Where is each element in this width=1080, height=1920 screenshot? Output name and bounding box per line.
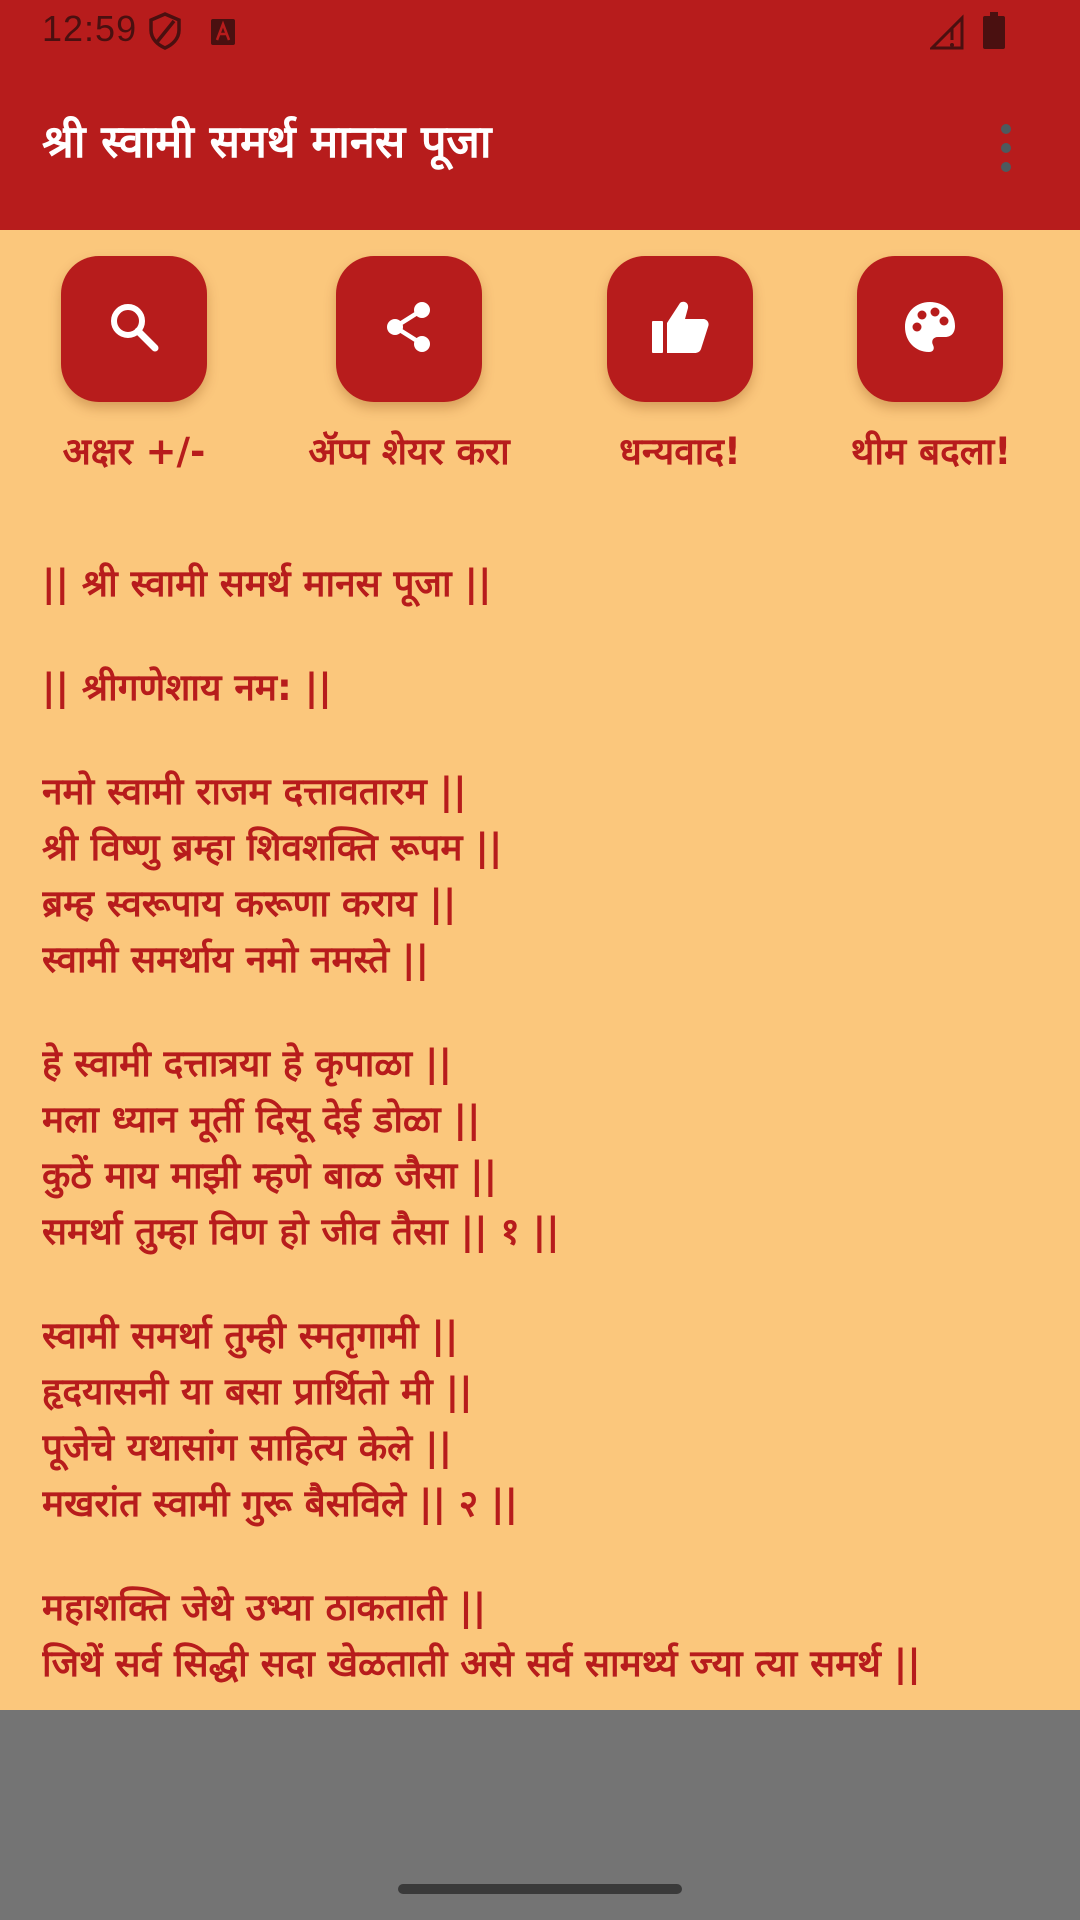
more-vert-icon[interactable] (980, 120, 1032, 176)
shield-icon (148, 12, 182, 54)
stanza-title (42, 556, 1042, 612)
text-line: जिथें सर्व सिद्धी सदा खेळताती असे सर्व सामर्थ्य ज्या त्या समर्थ || (42, 1642, 921, 1685)
status-bar (0, 0, 1080, 62)
stanza (42, 1308, 1042, 1532)
change-theme-action[interactable] (801, 256, 1061, 476)
gesture-handle[interactable] (398, 1884, 682, 1894)
text-line: स्वामी समर्था तुम्ही स्मतृगामी || (42, 1314, 459, 1357)
palette-icon (902, 299, 958, 359)
share-app-label: ॲप्प शेयर करा (308, 430, 510, 473)
share-icon (382, 300, 436, 358)
thanks-button[interactable] (607, 256, 753, 402)
thanks-action[interactable] (550, 256, 810, 476)
app-notification-icon (210, 18, 236, 50)
change-theme-button[interactable] (857, 256, 1003, 402)
text-line: || श्रीगणेशाय नम: || (42, 666, 332, 709)
text-line: मखरांत स्वामी गुरू बैसविले || २ || (42, 1482, 518, 1525)
battery-icon (982, 12, 1006, 54)
share-app-button[interactable] (336, 256, 482, 402)
text-line: हृदयासनी या बसा प्रार्थितो मी || (42, 1370, 473, 1413)
font-size-button[interactable] (61, 256, 207, 402)
font-size-label: अक्षर +/- (62, 430, 206, 473)
text-line: कुठें माय माझी म्हणे बाळ जैसा || (42, 1154, 498, 1197)
font-size-action[interactable] (4, 256, 264, 476)
text-line: स्वामी समर्थाय नमो नमस्ते || (42, 938, 430, 981)
stotra-text[interactable] (42, 556, 1042, 1688)
stanza (42, 1036, 1042, 1260)
text-line: मला ध्यान मूर्ती दिसू देई डोळा || (42, 1098, 481, 1141)
app-bar (0, 62, 1080, 230)
text-line: पूजेचे यथासांग साहित्य केले || (42, 1426, 453, 1469)
status-time: 12:59 (42, 8, 138, 49)
content-area (0, 230, 1080, 1710)
text-line: ब्रम्ह स्वरूपाय करूणा कराय || (42, 882, 457, 925)
text-line: || श्री स्वामी समर्थ मानस पूजा || (42, 562, 492, 605)
search-icon (107, 300, 161, 358)
thumb-up-icon (650, 299, 710, 359)
app-title: श्री स्वामी समर्थ मानस पूजा (42, 115, 492, 168)
text-line: महाशक्ति जेथे उभ्या ठाकताती || (42, 1586, 487, 1629)
text-line: श्री विष्णु ब्रम्हा शिवशक्ति रूपम || (42, 826, 503, 869)
share-app-action[interactable] (279, 256, 539, 476)
stanza (42, 1580, 1042, 1688)
text-line: समर्था तुम्हा विण हो जीव तैसा || १ || (42, 1210, 560, 1253)
signal-icon (930, 14, 966, 54)
change-theme-label: थीम बदला! (850, 430, 1012, 473)
stanza (42, 764, 1042, 988)
text-line: हे स्वामी दत्तात्रया हे कृपाळा || (42, 1042, 452, 1085)
navigation-area (0, 1710, 1080, 1920)
text-line: नमो स्वामी राजम दत्तावतारम || (42, 770, 467, 813)
stanza-invocation (42, 660, 1042, 716)
thanks-label: धन्यवाद! (619, 430, 741, 473)
